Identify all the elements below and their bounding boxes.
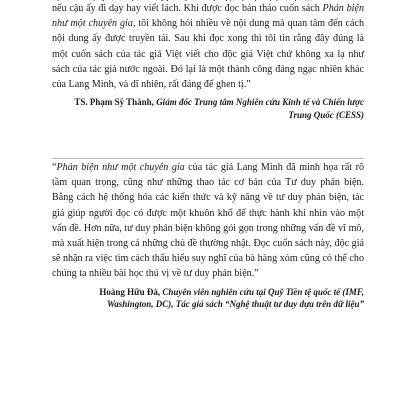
open-quote: “	[52, 162, 57, 173]
attribution-name: TS. Phạm Sỹ Thành,	[74, 97, 157, 108]
testimonial-1-text-a: nếu cậu ấy đi dạy hay viết lách. Khi được đọc bản thảo cuốn sách	[52, 3, 323, 14]
testimonial-2-attribution	[52, 286, 364, 311]
testimonial-2-text	[52, 160, 364, 282]
book-title: Phản biện như một chuyên gia	[52, 3, 364, 30]
attribution-name: Hoàng Hữu Đà,	[99, 286, 163, 297]
attribution-role: Giám đốc Trung tâm Nghiên cứu Kinh tế và Chiến lược Trung Quốc (CESS)	[156, 97, 364, 120]
attribution-role: Chuyên viên nghiên cứu tại Quỹ Tiền tệ quốc tế (IMF, Washington, DC), Tác giả sách “Nghệ thuật tư duy dựa trên dữ liệu”	[106, 286, 364, 310]
testimonial-1-text-b: , tôi không hỏi nhiều về nội dung mà quan tâm đến cách nội dung ấy được truyền tải. Sau khi đọc xong thì tôi tin rằng đây đúng là một cuốn sách của tác giả Việt viết cho độc giả Việt chứ không xa lạ như sách của tác giả nước ngoài. Đó lại là một thành công đáng ngạc nhiên khác của Lang Minh, và dĩ nhiên, rất đáng để ghen tị.”	[52, 18, 364, 91]
testimonial-2-body: của tác giả Lang Minh đã minh họa rất rõ tầm quan trọng, cũng như những thao tác cơ bản của Tư duy phản biện. Bằng cách hệ thống hóa các kiến thức và kỹ năng về tư duy phản biện, tác giả giúp người đọc có được một khuôn khổ để thực hành khi nhìn vào một vấn đề. Hơn nữa, tư duy phản biện không gói gọn trong những vấn đề vĩ mô, mà xuất hiện trong cả những chủ đề thường nhật. Đọc cuốn sách này, độc giả sẽ nhận ra việc tìm cách thấu hiểu suy nghĩ của bà hàng xóm cũng có thể cho chúng ta nhiều bài học thú vị về tư duy phản biện.”	[52, 162, 364, 280]
testimonial-1	[52, 0, 364, 121]
testimonial-1-attribution	[52, 96, 364, 121]
testimonial-1-text	[52, 1, 364, 92]
testimonial-2	[52, 160, 364, 311]
section-divider	[52, 158, 364, 159]
book-title: Phản biện như một chuyên gia	[56, 162, 185, 173]
